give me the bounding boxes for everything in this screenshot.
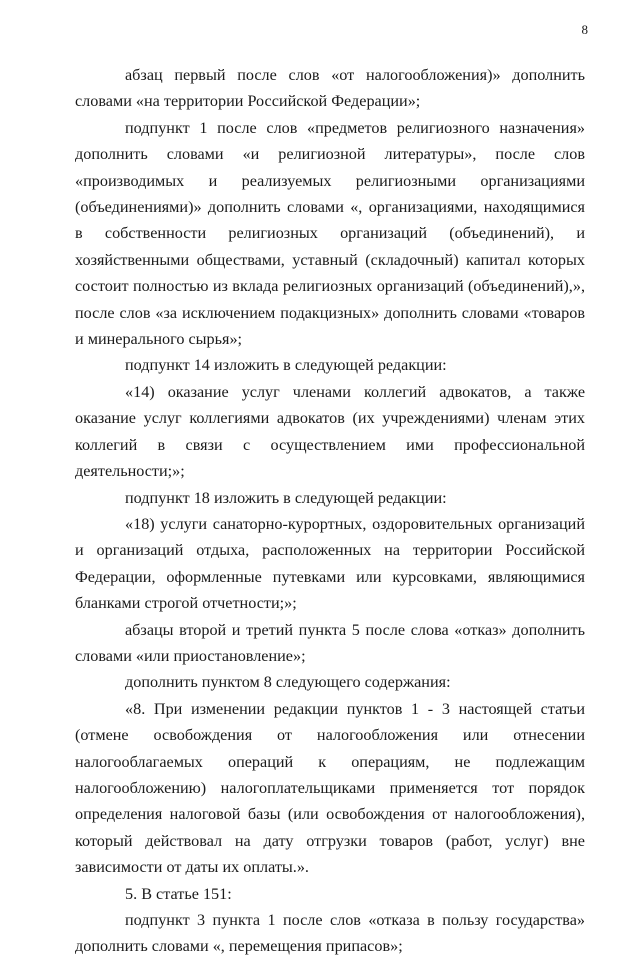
paragraph: дополнить пунктом 8 следующего содержания: [125,673,451,692]
paragraph: подпункт 3 пункта 1 после слов «отказа в пользу государства» дополнить словами «, перемещения припасов»; [75,911,585,956]
page-number: 8 [581,22,588,37]
section-heading: 5. В статье 151: [125,884,232,903]
paragraph: подпункт 14 изложить в следующей редакции: [125,356,447,375]
paragraph: «14) оказание услуг членами коллегий адвокатов, а также оказание услуг коллегиями адвокатов (их учреждениями) членам этих коллегий в связи с осуществлением ими профессиональной деятельности;»; [75,382,585,481]
paragraph: абзацы второй и третий пункта 5 после слова «отказ» дополнить словами «или приостановление»; [75,620,585,665]
paragraph: абзац первый после слов «от налогообложения)» дополнить словами «на территории Российской Федерации»; [75,66,585,111]
document-body [75,62,585,960]
paragraph: подпункт 18 изложить в следующей редакции: [125,488,447,507]
paragraph: «18) услуги санаторно-курортных, оздоровительных организаций и организаций отдыха, расположенных на территории Российской Федерации, оформленные путевками или курсовками, являющимися бланками строгой отчетности;»; [75,514,585,613]
paragraph: подпункт 1 после слов «предметов религиозного назначения» дополнить словами «и религиозной литературы», после слов «производимых и реализуемых религиозными организациями (объединениями)» дополнить словами «, организациями, находящимися в собственности религиозных организаций (объединений), и хозяйственными обществами, уставный (складочный) капитал которых состоит полностью из вклада религиозных организаций (объединений),», после слов «за исключением подакцизных» дополнить словами «товаров и минерального сырья»; [75,118,585,349]
paragraph: «8. При изменении редакции пунктов 1 - 3 настоящей статьи (отмене освобождения от налогообложения или отнесении налогооблагаемых операций к операциям, не подлежащим налогообложению) налогоплательщиками применяется тот порядок определения налоговой базы (или освобождения от налогообложения), который действовал на дату отгрузки товаров (работ, услуг) вне зависимости от даты их оплаты.». [75,699,585,877]
